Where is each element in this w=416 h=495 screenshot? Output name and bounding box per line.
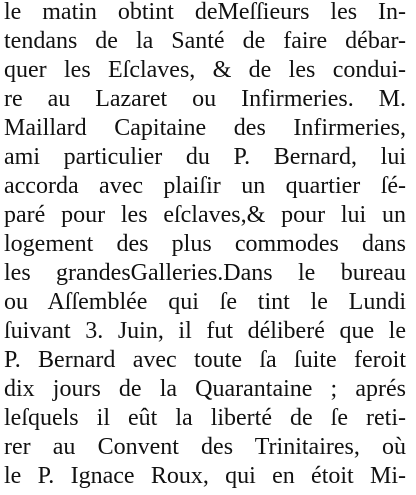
text-line-1: le matin obtint deMeſſieurs les In-: [4, 0, 406, 25]
text-line-3: quer les Eſclaves, & de les condui-: [4, 57, 406, 83]
text-line-11: ou Aſſemblée qui ſe tint le Lundi: [4, 289, 406, 315]
text-line-17: le P. Ignace Roux, qui en étoit Mi-: [4, 463, 406, 489]
text-line-12: ſuivant 3. Juin, il fut déliberé que le: [4, 318, 406, 344]
text-line-16: rer au Convent des Trinitaires, où: [4, 434, 406, 460]
text-line-2: tendans de la Santé de faire débar-: [4, 28, 406, 54]
text-line-13: P. Bernard avec toute ſa ſuite feroit: [4, 347, 406, 373]
text-line-4: re au Lazaret ou Infirmeries. M.: [4, 86, 406, 112]
text-line-14: dix jours de la Quarantaine ; aprés: [4, 376, 406, 402]
text-line-6: ami particulier du P. Bernard, lui: [4, 144, 406, 170]
text-line-15: leſquels il eût la liberté de ſe reti-: [4, 405, 406, 431]
text-line-10: les grandesGalleries.Dans le bureau: [4, 260, 406, 286]
text-line-5: Maillard Capitaine des Infirmeries,: [4, 115, 406, 141]
text-line-7: accorda avec plaiſir un quartier ſé-: [4, 173, 406, 199]
text-line-8: paré pour les eſclaves,& pour lui un: [4, 202, 406, 228]
text-line-9: logement des plus commodes dans: [4, 231, 406, 257]
